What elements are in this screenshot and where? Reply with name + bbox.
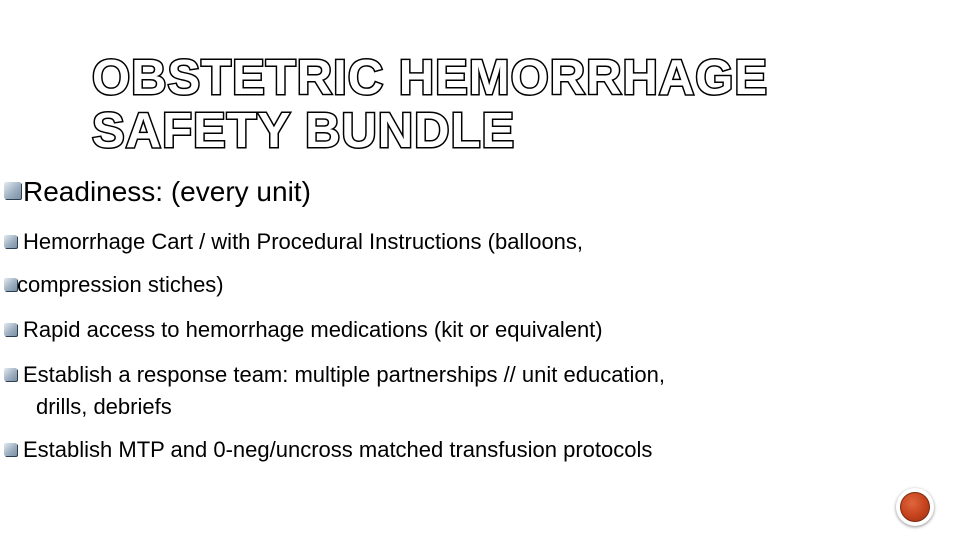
list-item (4, 436, 652, 464)
square-bullet-icon (4, 368, 17, 381)
list-item (4, 228, 583, 256)
square-bullet-icon (4, 323, 17, 336)
square-bullet-icon (4, 443, 17, 456)
circle-button-inner (900, 492, 930, 522)
slide-title-line-1: OBSTETRIC HEMORRHAGE (92, 51, 769, 105)
section-heading (4, 172, 311, 212)
circle-button-icon[interactable] (896, 488, 934, 526)
slide-title-line-2: SAFETY BUNDLE (92, 104, 516, 158)
slide-title (92, 52, 768, 158)
list-item (4, 271, 224, 299)
list-item-text: Establish MTP and 0-neg/uncross matched transfusion protocols (23, 437, 653, 462)
section-heading-text: Readiness: (every unit) (23, 176, 311, 207)
list-item (4, 316, 603, 344)
list-item-text: Rapid access to hemorrhage medications (kit or equivalent) (23, 317, 603, 342)
square-bullet-icon (4, 278, 17, 291)
list-item (4, 361, 665, 389)
list-item-continuation (36, 393, 172, 421)
list-item-text: drills, debriefs (36, 394, 172, 419)
square-bullet-icon (4, 182, 21, 199)
list-item-text: compression stiches) (17, 272, 224, 297)
list-item-text: Hemorrhage Cart / with Procedural Instructions (balloons, (23, 229, 584, 254)
list-item-text: Establish a response team: multiple partnerships // unit education, (23, 362, 666, 387)
square-bullet-icon (4, 235, 17, 248)
